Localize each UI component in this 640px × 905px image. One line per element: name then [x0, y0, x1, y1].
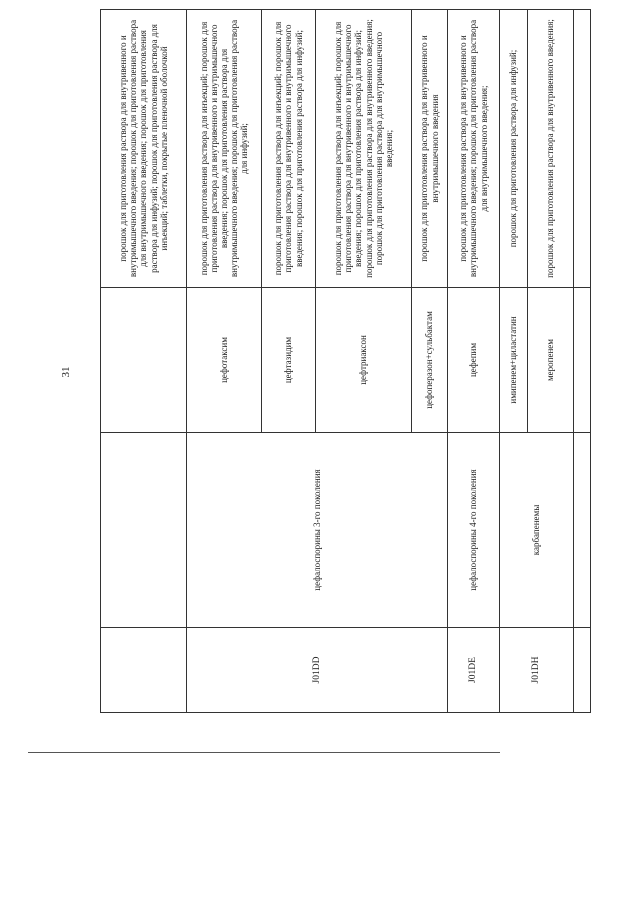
drug-cell: цефтазидим [262, 288, 316, 433]
page-bottom-rule [28, 752, 500, 753]
atc-code-cell [101, 628, 187, 713]
group-cell: карбапенемы [500, 433, 574, 628]
group-cell [101, 433, 187, 628]
atc-code-cell [574, 628, 591, 713]
drug-cell: цефоперазон+сульбактам [412, 288, 448, 433]
atc-code-cell: J01DD [187, 628, 448, 713]
dosage-forms-cell: порошок для приготовления раствора для инъекций; порошок для приготовления раствора для внутривенного и внутримышечного введения; порошок для приготовления раствора для инфузий; [262, 10, 316, 288]
drug-table [100, 9, 591, 713]
dosage-forms-cell: порошок для приготовления раствора для внутривенного введения; [528, 10, 574, 288]
dosage-forms-cell: порошок для приготовления раствора для инъекций; порошок для приготовления раствора для внутривенного и внутримышечного введения; порошок для приготовления раствора для инфузий; порошок для приготовления раствора для внутривенного введения; порошок для приготовления раствора для внутримышечного введения; [316, 10, 412, 288]
dosage-forms-cell: порошок для приготовления раствора для инъекций; порошок для приготовления раствора для внутривенного и внутримышечного введения; порошок для приготовления раствора для внутримышечного введения; порошок для приготовления раствора для инфузий; [187, 10, 262, 288]
drug-cell: цефтриаксон [316, 288, 412, 433]
table-row [101, 10, 187, 713]
table-row [448, 10, 500, 713]
drug-cell: цефотаксим [187, 288, 262, 433]
group-cell: цефалоспорины 4-го поколения [448, 433, 500, 628]
atc-code-cell: J01DE [448, 628, 500, 713]
drug-cell: имипенем+циластатин [500, 288, 528, 433]
table-row [500, 10, 528, 713]
drug-cell: меропенем [528, 288, 574, 433]
group-cell: цефалоспорины 3-го поколения [187, 433, 448, 628]
dosage-forms-cell: порошок для приготовления раствора для внутривенного и внутримышечного введения; порошок для приготовления раствора для внутримышечного введения; порошок для приготовления раствора для инфузий; порошок для приготовления раствора для инъекций; таблетки, покрытые пленочной оболочкой [101, 10, 187, 288]
dosage-forms-cell [574, 10, 591, 288]
drug-cell [574, 288, 591, 433]
group-cell [574, 433, 591, 628]
drug-table-container [100, 10, 590, 713]
dosage-forms-cell: порошок для приготовления раствора для внутривенного и внутримышечного введения; порошок для приготовления раствора для внутримышечного введения; [448, 10, 500, 288]
page-number: 31 [60, 366, 72, 378]
dosage-forms-cell: порошок для приготовления раствора для инфузий; [500, 10, 528, 288]
dosage-forms-cell: порошок для приготовления раствора для внутривенного и внутримышечного введения [412, 10, 448, 288]
drug-cell [101, 288, 187, 433]
table-row [187, 10, 262, 713]
table-row [574, 10, 591, 713]
atc-code-cell: J01DH [500, 628, 574, 713]
drug-cell: цефепим [448, 288, 500, 433]
